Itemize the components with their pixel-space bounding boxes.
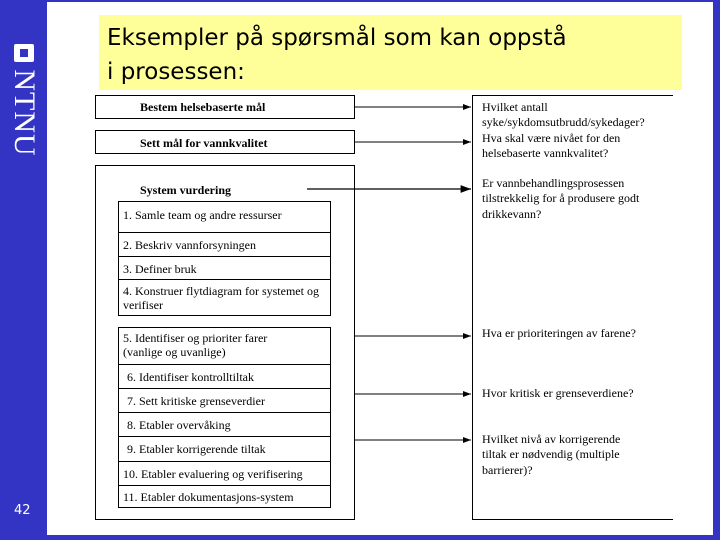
question-line: Hva skal være nivået for den — [482, 130, 621, 145]
step-row: 4. Konstruer flytdiagram for systemet og verifiser — [119, 279, 330, 316]
question: Hvor kritisk er grenseverdiene? — [482, 386, 634, 400]
step-row: 3. Definer bruk — [119, 256, 330, 279]
question-line: helsebaserte vannkvalitet? — [482, 145, 609, 160]
question — [482, 176, 639, 222]
question-line: syke/sykdomsutbrudd/sykedager? — [482, 115, 645, 130]
question — [482, 100, 645, 161]
step-row: 5. Identifiser og prioriter farer (vanlige og uvanlige) — [123, 331, 268, 359]
ntnu-logo: NTNU — [8, 69, 41, 157]
step-row: 9. Etabler korrigerende tiltak — [119, 436, 330, 461]
page-number: 42 — [14, 503, 31, 518]
title-line-1: Eksempler på spørsmål som kan oppstå — [107, 25, 567, 51]
step-row: 7. Sett kritiske grenseverdier — [119, 388, 330, 412]
question-line: tilstrekkelig for å produsere godt — [482, 191, 640, 206]
question-line: Er vannbehandlingsprosessen — [482, 176, 625, 190]
step-row: 1. Samle team og andre ressurser — [123, 208, 282, 222]
step-row: 2. Beskriv vannforsyningen — [119, 232, 330, 256]
step-row: 11. Etabler dokumentasjons-system — [119, 485, 330, 508]
step-row: 10. Etabler evaluering og verifisering — [119, 461, 330, 485]
step-row: 6. Identifiser kontrolltiltak — [119, 364, 330, 388]
question — [482, 432, 620, 478]
question-line: barrierer)? — [482, 462, 533, 477]
question-line: tiltak er nødvendig (multiple — [482, 447, 620, 462]
question: Hva er prioriteringen av farene? — [482, 326, 636, 340]
title-line-2: i prosessen: — [107, 59, 245, 85]
question-line: Hvilket nivå av korrigerende — [482, 432, 621, 446]
question-line: Hvilket antall — [482, 100, 548, 114]
step-quality-label: Sett mål for vannkvalitet — [140, 136, 268, 150]
step-goal-label: Bestem helsebaserte mål — [140, 100, 266, 114]
question-line: drikkevann? — [482, 206, 542, 221]
system-heading: System vurdering — [140, 183, 231, 197]
step-row: 8. Etabler overvåking — [119, 412, 330, 436]
